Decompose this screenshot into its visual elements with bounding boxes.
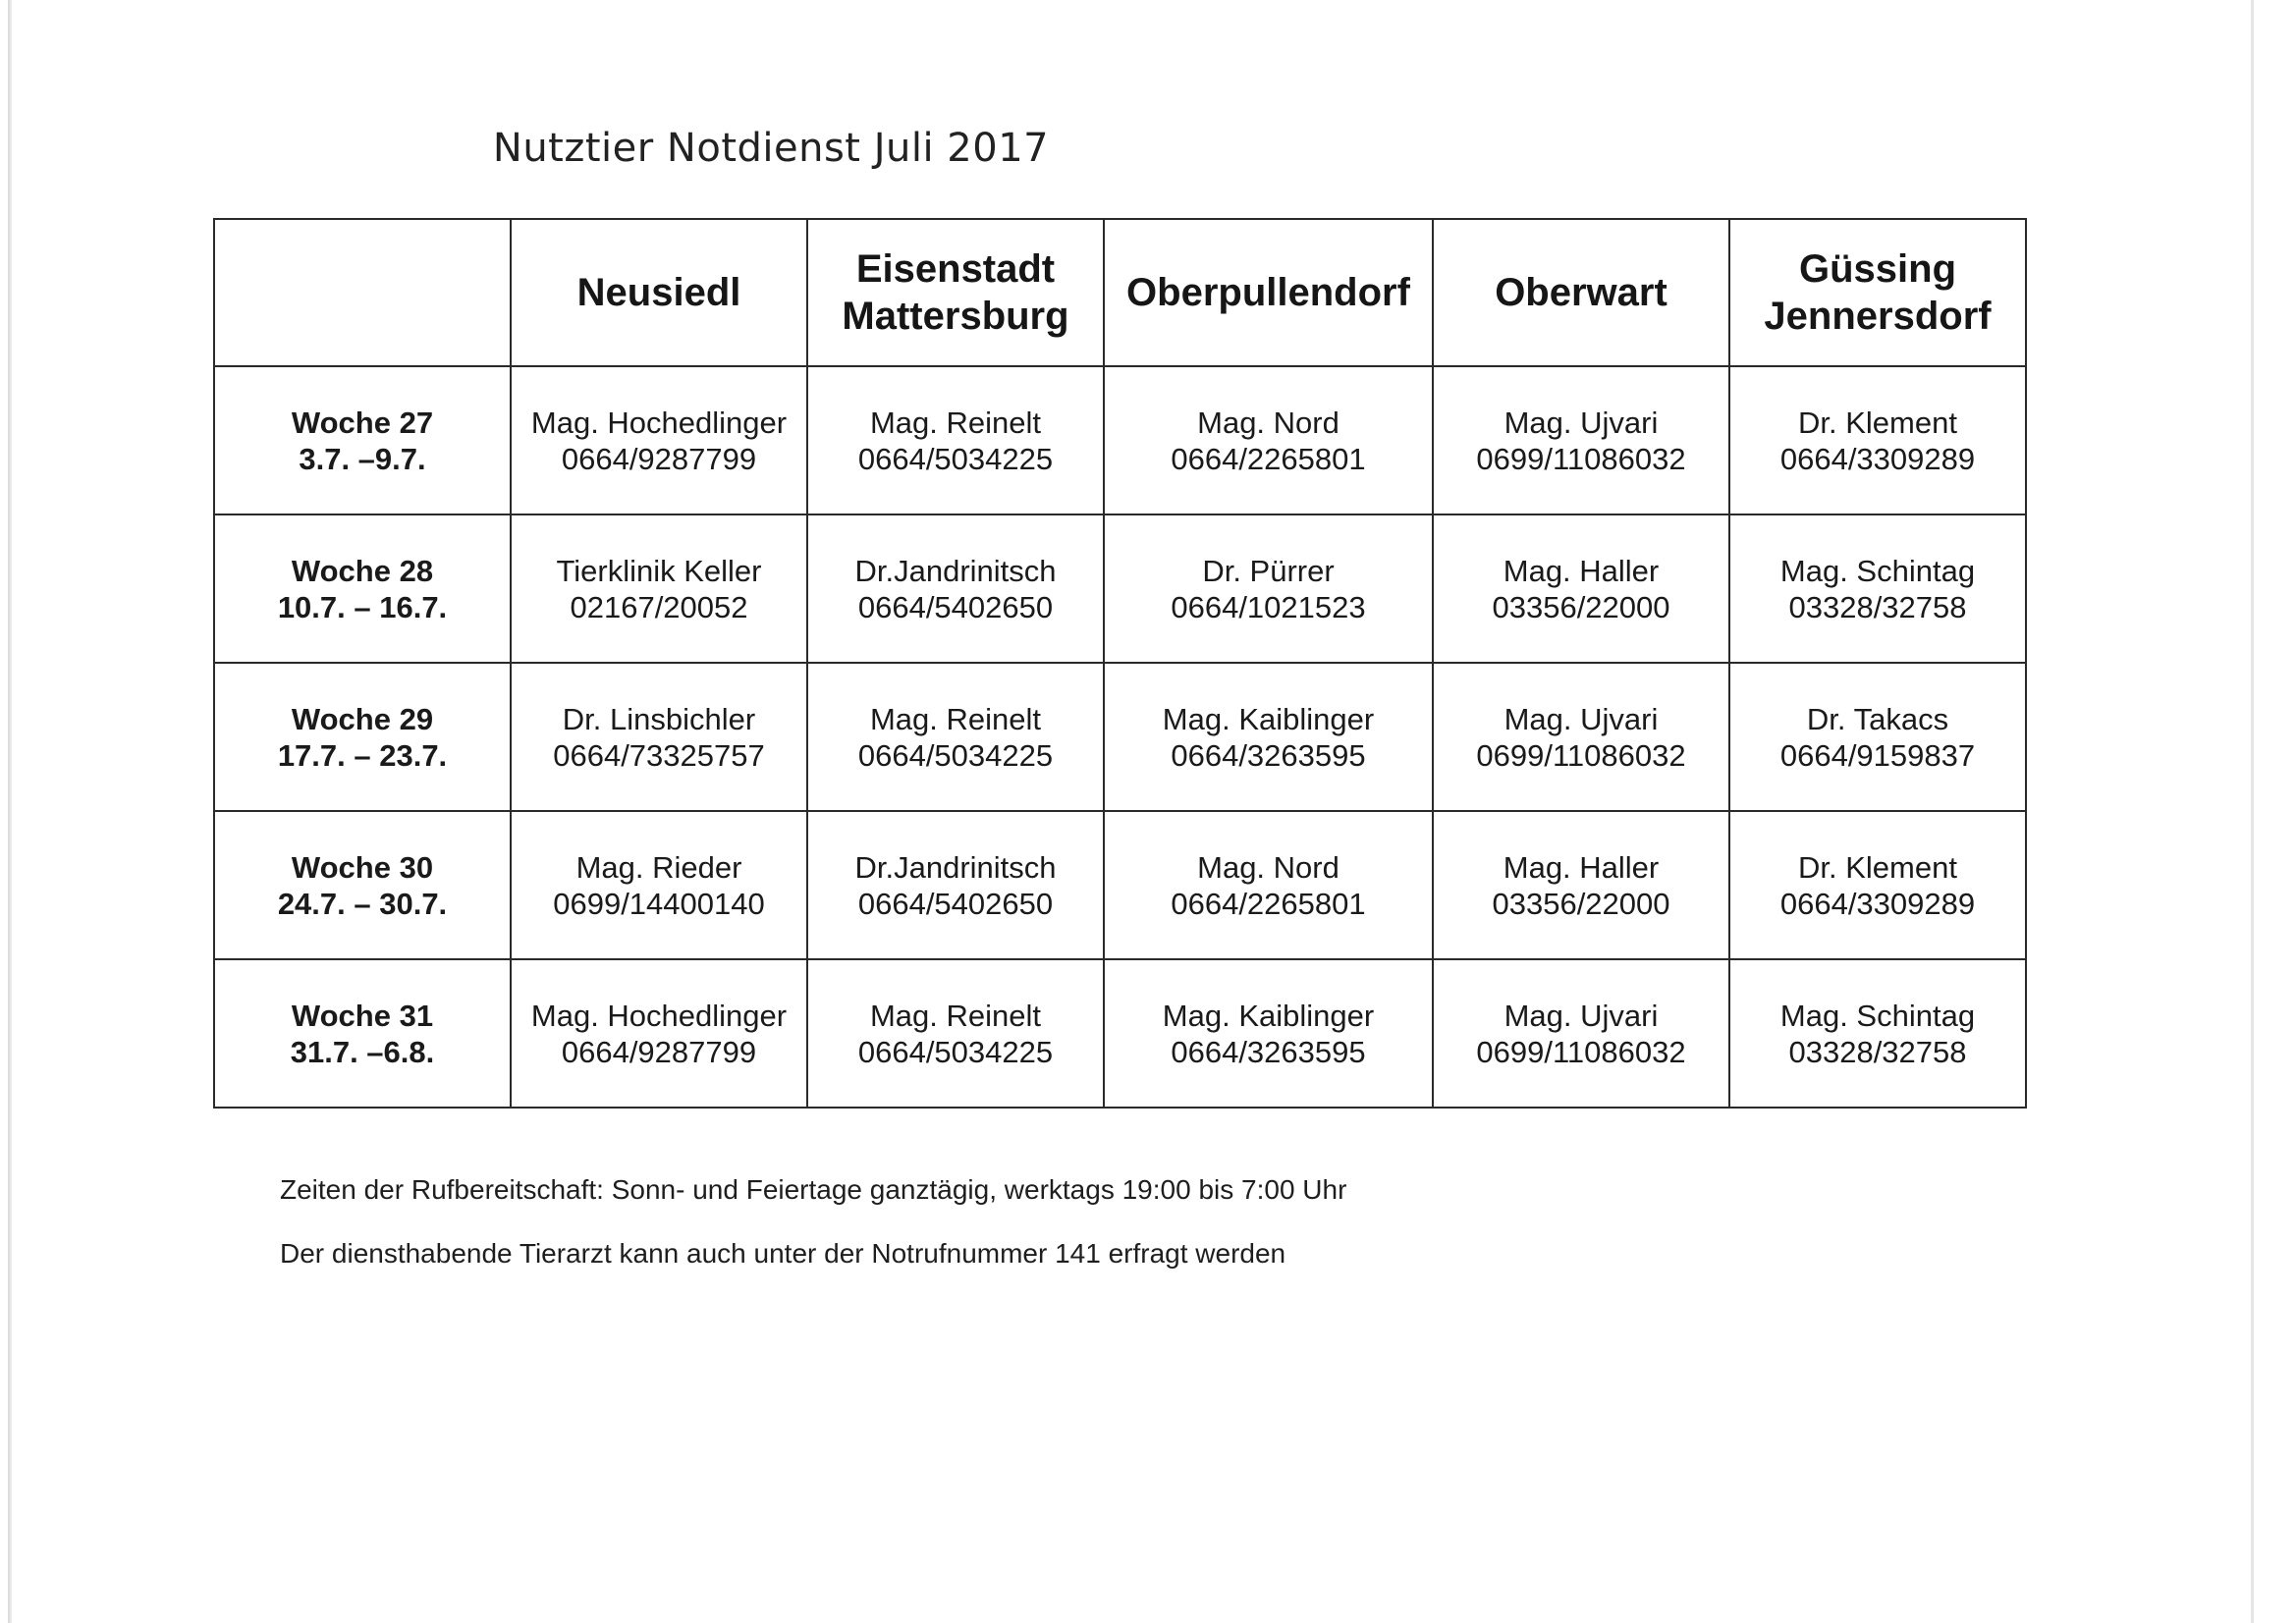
week-label: Woche 27 [291, 405, 434, 440]
vet-name: Tierklinik Keller [556, 553, 762, 588]
vet-phone: 0664/5402650 [857, 589, 1054, 624]
vet-cell-guessing-jennersdorf [1729, 663, 2026, 811]
vet-cell-eisenstadt-mattersburg [807, 959, 1104, 1108]
schedule-table [213, 218, 2027, 1109]
vet-cell-guessing-jennersdorf [1729, 811, 2026, 959]
scan-edge-right [2251, 0, 2254, 1623]
table-row [214, 811, 2026, 959]
vet-phone: 0664/9287799 [561, 1034, 757, 1069]
vet-phone: 0664/1021523 [1171, 589, 1366, 624]
vet-phone: 03328/32758 [1788, 1034, 1967, 1069]
vet-name: Mag. Schintag [1779, 553, 1976, 588]
week-label: Woche 29 [291, 701, 434, 736]
header-cell-neusiedl [511, 219, 807, 366]
header-line: Oberpullendorf [1126, 271, 1410, 314]
header-line: Neusiedl [576, 271, 741, 314]
vet-phone: 0699/11086032 [1476, 441, 1686, 476]
week-dates: 3.7. –9.7. [299, 441, 426, 476]
header-cell-empty [214, 219, 511, 366]
vet-cell-oberwart [1433, 959, 1729, 1108]
week-dates: 24.7. – 30.7. [277, 886, 448, 921]
vet-cell-oberpullendorf [1104, 366, 1433, 514]
vet-phone: 0664/73325757 [553, 737, 765, 773]
table-row [214, 366, 2026, 514]
vet-phone: 0699/11086032 [1476, 737, 1686, 773]
vet-name: Mag. Haller [1503, 849, 1660, 885]
vet-cell-neusiedl [511, 663, 807, 811]
vet-cell-oberpullendorf [1104, 959, 1433, 1108]
vet-cell-oberpullendorf [1104, 663, 1433, 811]
vet-phone: 02167/20052 [570, 589, 748, 624]
header-line: Güssing [1798, 247, 1957, 291]
header-cell-guessing-jennersdorf [1729, 219, 2026, 366]
vet-name: Dr.Jandrinitsch [854, 849, 1057, 885]
vet-phone: 0664/9159837 [1779, 737, 1976, 773]
vet-name: Mag. Haller [1503, 553, 1660, 588]
week-dates: 17.7. – 23.7. [277, 737, 448, 773]
vet-name: Mag. Reinelt [869, 701, 1042, 736]
vet-cell-oberwart [1433, 811, 1729, 959]
header-cell-oberpullendorf [1104, 219, 1433, 366]
week-label: Woche 28 [291, 553, 434, 588]
vet-phone: 03356/22000 [1492, 589, 1670, 624]
header-row [214, 219, 2026, 366]
vet-cell-guessing-jennersdorf [1729, 959, 2026, 1108]
hotline-note: Der diensthabende Tierarzt kann auch unter der Notrufnummer 141 erfragt werden [280, 1238, 1286, 1269]
vet-phone: 0664/9287799 [561, 441, 757, 476]
week-cell [214, 959, 511, 1108]
week-label: Woche 30 [291, 849, 434, 885]
vet-cell-neusiedl [511, 514, 807, 663]
vet-cell-oberwart [1433, 514, 1729, 663]
vet-name: Mag. Nord [1197, 849, 1339, 885]
table-row [214, 514, 2026, 663]
week-cell [214, 811, 511, 959]
vet-name: Dr. Takacs [1806, 701, 1949, 736]
header-line: Eisenstadt [855, 247, 1056, 291]
vet-cell-eisenstadt-mattersburg [807, 366, 1104, 514]
vet-cell-eisenstadt-mattersburg [807, 663, 1104, 811]
vet-phone: 0664/3309289 [1779, 441, 1976, 476]
vet-phone: 0664/5034225 [857, 441, 1054, 476]
vet-phone: 0664/5034225 [857, 737, 1054, 773]
vet-cell-guessing-jennersdorf [1729, 366, 2026, 514]
table-row [214, 663, 2026, 811]
header-line: Oberwart [1495, 271, 1667, 314]
vet-name: Dr. Pürrer [1202, 553, 1335, 588]
vet-name: Mag. Schintag [1779, 998, 1976, 1033]
vet-phone: 03328/32758 [1788, 589, 1967, 624]
on-call-hours-note: Zeiten der Rufbereitschaft: Sonn- und Feiertage ganztägig, werktags 19:00 bis 7:00 Uhr [280, 1174, 1347, 1205]
week-label: Woche 31 [291, 998, 434, 1033]
vet-phone: 0664/5402650 [857, 886, 1054, 921]
vet-name: Mag. Reinelt [869, 405, 1042, 440]
vet-name: Mag. Hochedlinger [530, 405, 788, 440]
vet-name: Mag. Hochedlinger [530, 998, 788, 1033]
vet-cell-oberwart [1433, 366, 1729, 514]
vet-cell-neusiedl [511, 959, 807, 1108]
week-cell [214, 514, 511, 663]
vet-cell-eisenstadt-mattersburg [807, 811, 1104, 959]
vet-cell-neusiedl [511, 811, 807, 959]
week-cell [214, 366, 511, 514]
vet-name: Mag. Kaiblinger [1162, 998, 1375, 1033]
vet-name: Mag. Ujvari [1503, 998, 1659, 1033]
vet-name: Mag. Rieder [575, 849, 742, 885]
vet-cell-neusiedl [511, 366, 807, 514]
vet-cell-oberpullendorf [1104, 514, 1433, 663]
vet-phone: 0664/2265801 [1171, 886, 1366, 921]
header-cell-eisenstadt-mattersburg [807, 219, 1104, 366]
vet-name: Mag. Nord [1197, 405, 1339, 440]
vet-name: Dr.Jandrinitsch [854, 553, 1057, 588]
week-dates: 10.7. – 16.7. [277, 589, 448, 624]
vet-cell-oberwart [1433, 663, 1729, 811]
vet-phone: 03356/22000 [1492, 886, 1670, 921]
header-line: Mattersburg [842, 295, 1069, 338]
vet-phone: 0664/3263595 [1171, 737, 1366, 773]
schedule-body [214, 366, 2026, 1108]
vet-phone: 0699/11086032 [1476, 1034, 1686, 1069]
vet-phone: 0664/5034225 [857, 1034, 1054, 1069]
vet-name: Mag. Kaiblinger [1162, 701, 1375, 736]
vet-phone: 0664/3263595 [1171, 1034, 1366, 1069]
vet-name: Mag. Ujvari [1503, 701, 1659, 736]
vet-name: Dr. Linsbichler [562, 701, 756, 736]
vet-name: Dr. Klement [1798, 405, 1957, 440]
page-title: Nutztier Notdienst Juli 2017 [492, 126, 1050, 171]
week-cell [214, 663, 511, 811]
table-row [214, 959, 2026, 1108]
vet-phone: 0699/14400140 [553, 886, 765, 921]
vet-phone: 0664/2265801 [1171, 441, 1366, 476]
vet-cell-oberpullendorf [1104, 811, 1433, 959]
vet-phone: 0664/3309289 [1779, 886, 1976, 921]
vet-cell-guessing-jennersdorf [1729, 514, 2026, 663]
vet-name: Dr. Klement [1798, 849, 1957, 885]
header-line: Jennersdorf [1764, 295, 1992, 338]
vet-name: Mag. Ujvari [1503, 405, 1659, 440]
vet-name: Mag. Reinelt [869, 998, 1042, 1033]
scan-edge-left [8, 0, 12, 1623]
week-dates: 31.7. –6.8. [290, 1034, 435, 1069]
vet-cell-eisenstadt-mattersburg [807, 514, 1104, 663]
header-cell-oberwart [1433, 219, 1729, 366]
